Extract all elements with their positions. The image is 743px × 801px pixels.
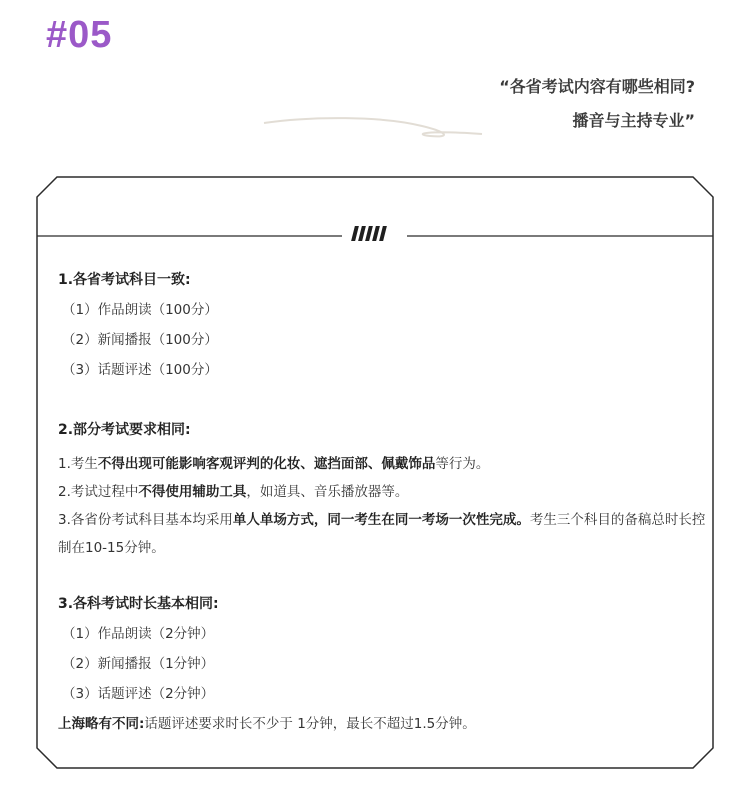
section-number: #05 <box>46 14 113 56</box>
list-item: （1）作品朗读（100分） <box>62 302 218 318</box>
shanghai-note: 上海略有不同:话题评述要求时长不少于 1分钟，最长不超过1.5分钟。 <box>58 716 476 732</box>
slash-marks-icon <box>353 223 385 243</box>
requirement-3: 3.各省份考试科目基本均采用单人单场方式，同一考生在同一考场一次性完成。考生三个科目的备稿总时长控制在10-15分钟。 <box>58 512 706 556</box>
section2-title: 2.部分考试要求相同: <box>58 422 191 438</box>
requirement-2: 2.考试过程中不得使用辅助工具，如道具、音乐播放器等。 <box>58 484 409 500</box>
requirement-1: 1.考生不得出现可能影响客观评判的化妆、遮挡面部、佩戴饰品等行为。 <box>58 456 490 472</box>
list-item: （3）话题评述（100分） <box>62 362 218 378</box>
header-quote-line2: 播音与主持专业” <box>572 111 695 130</box>
card-content <box>58 270 708 744</box>
list-item: （1）作品朗读（2分钟） <box>62 626 215 642</box>
section3-title: 3.各科考试时长基本相同: <box>58 596 219 612</box>
list-item: （3）话题评述（2分钟） <box>62 686 215 702</box>
list-item: （2）新闻播报（100分） <box>62 332 218 348</box>
list-item: （2）新闻播报（1分钟） <box>62 656 215 672</box>
section1-title: 1.各省考试科目一致: <box>58 272 191 288</box>
header-quote-line1: “各省考试内容有哪些相同? <box>499 77 695 96</box>
